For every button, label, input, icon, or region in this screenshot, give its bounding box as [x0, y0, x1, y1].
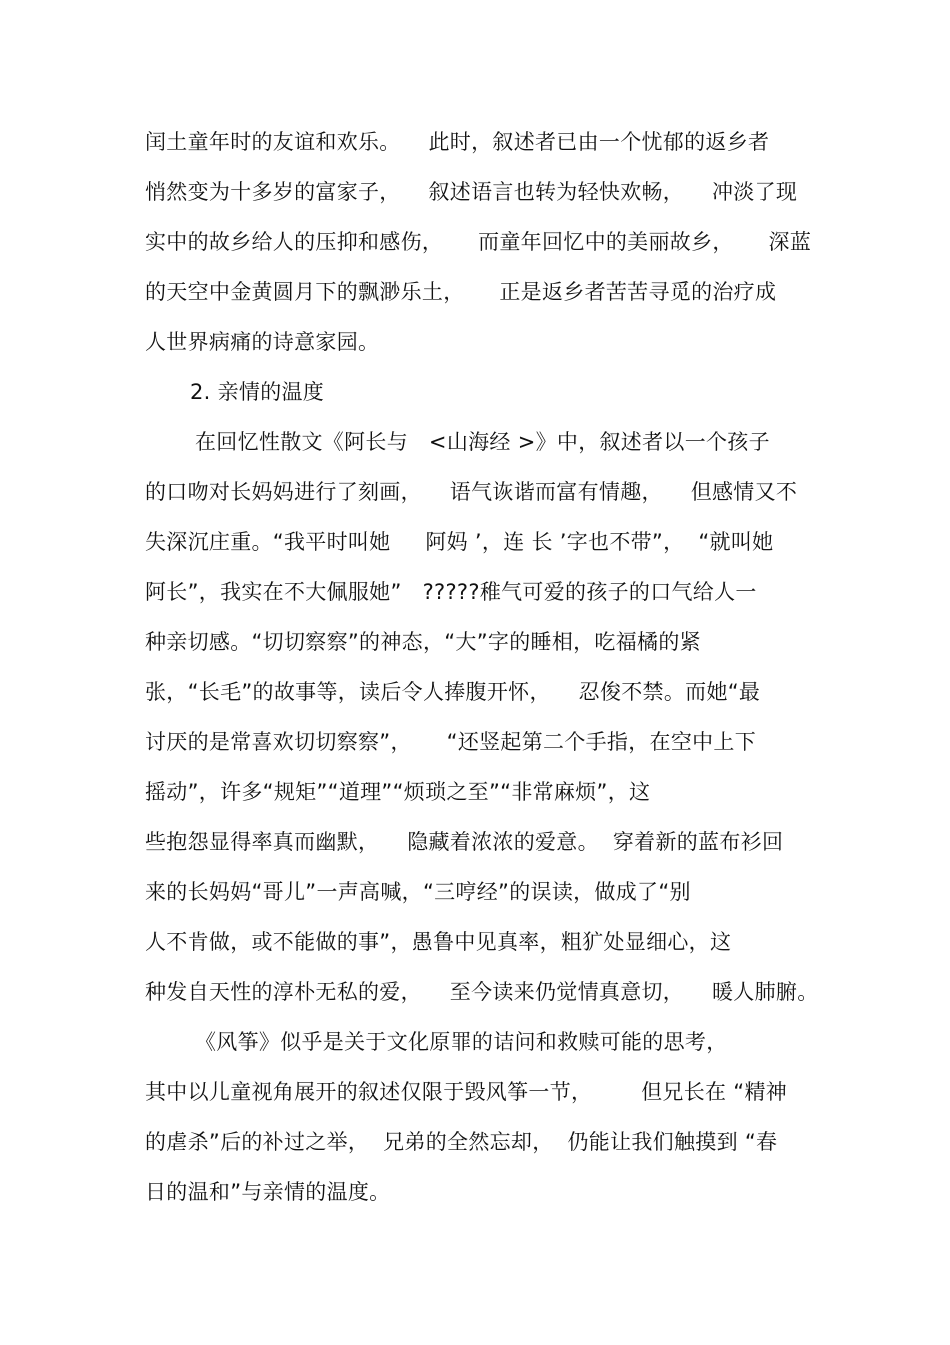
paragraph-line-19: 《风筝》似乎是关于文化原罪的诘问和救赎可能的思考， — [195, 1030, 728, 1054]
paragraph-line-13: 讨厌的是常喜欢切切察察”， “还竖起第二个手指，在空中上下 — [145, 730, 757, 754]
paragraph-line-11: 种亲切感。“切切察察”的神态，“大”字的睡相，吃福橘的紧 — [145, 630, 701, 654]
paragraph-line-8: 的口吻对长妈妈进行了刻画， 语气诙谐而富有情趣， 但感情又不 — [145, 480, 798, 504]
section-heading: 2. 亲情的温度 — [190, 380, 325, 404]
paragraph-line-21: 的虐杀”后的补过之举， 兄弟的全然忘却， 仍能让我们触摸到 “春 — [145, 1130, 778, 1154]
paragraph-line-18: 种发自天性的淳朴无私的爱， 至今读来仍觉情真意切， 暖人肺腑。 — [145, 980, 819, 1004]
paragraph-line-22: 日的温和”与亲情的温度。 — [145, 1180, 391, 1204]
paragraph-line-17: 人不肯做，或不能做的事”，愚鲁中见真率，粗犷处显细心，这 — [145, 930, 732, 954]
paragraph-line-9: 失深沉庄重。“我平时叫她 阿妈 ’，连 长 ’字也不带”， “就叫她 — [145, 530, 774, 554]
paragraph-line-15: 些抱怨显得率真而幽默， 隐藏着浓浓的爱意。 穿着新的蓝布衫回 — [145, 830, 784, 854]
paragraph-line-10: 阿长”，我实在不大佩服她” ?????稚气可爱的孩子的口气给人一 — [145, 580, 757, 604]
paragraph-line-16: 来的长妈妈“哥儿”一声高喊，“三哼经”的误读，做成了“别 — [145, 880, 691, 904]
paragraph-line-1: 闰土童年时的友谊和欢乐。 此时，叙述者已由一个忧郁的返乡者 — [145, 130, 770, 154]
paragraph-line-3: 实中的故乡给人的压抑和感伤， 而童年回忆中的美丽故乡， 深蓝 — [145, 230, 812, 254]
paragraph-line-14: 摇动”，许多“规矩”“道理”“烦琐之至”“非常麻烦”，这 — [145, 780, 651, 804]
paragraph-line-2: 悄然变为十多岁的富家子， 叙述语言也转为轻快欢畅， 冲淡了现 — [145, 180, 798, 204]
paragraph-line-20: 其中以儿童视角展开的叙述仅限于毁风筝一节， 但兄长在 “精神 — [145, 1080, 788, 1104]
paragraph-line-12: 张，“长毛”的故事等，读后令人捧腹开怀， 忍俊不禁。而她“最 — [145, 680, 761, 704]
paragraph-line-5: 人世界病痛的诗意家园。 — [145, 330, 380, 354]
paragraph-line-4: 的天空中金黄圆月下的飘渺乐土， 正是返乡者苦苦寻觅的治疗成 — [145, 280, 777, 304]
paragraph-line-7: 在回忆性散文《阿长与 <山海经 >》中，叙述者以一个孩子 — [195, 430, 770, 454]
